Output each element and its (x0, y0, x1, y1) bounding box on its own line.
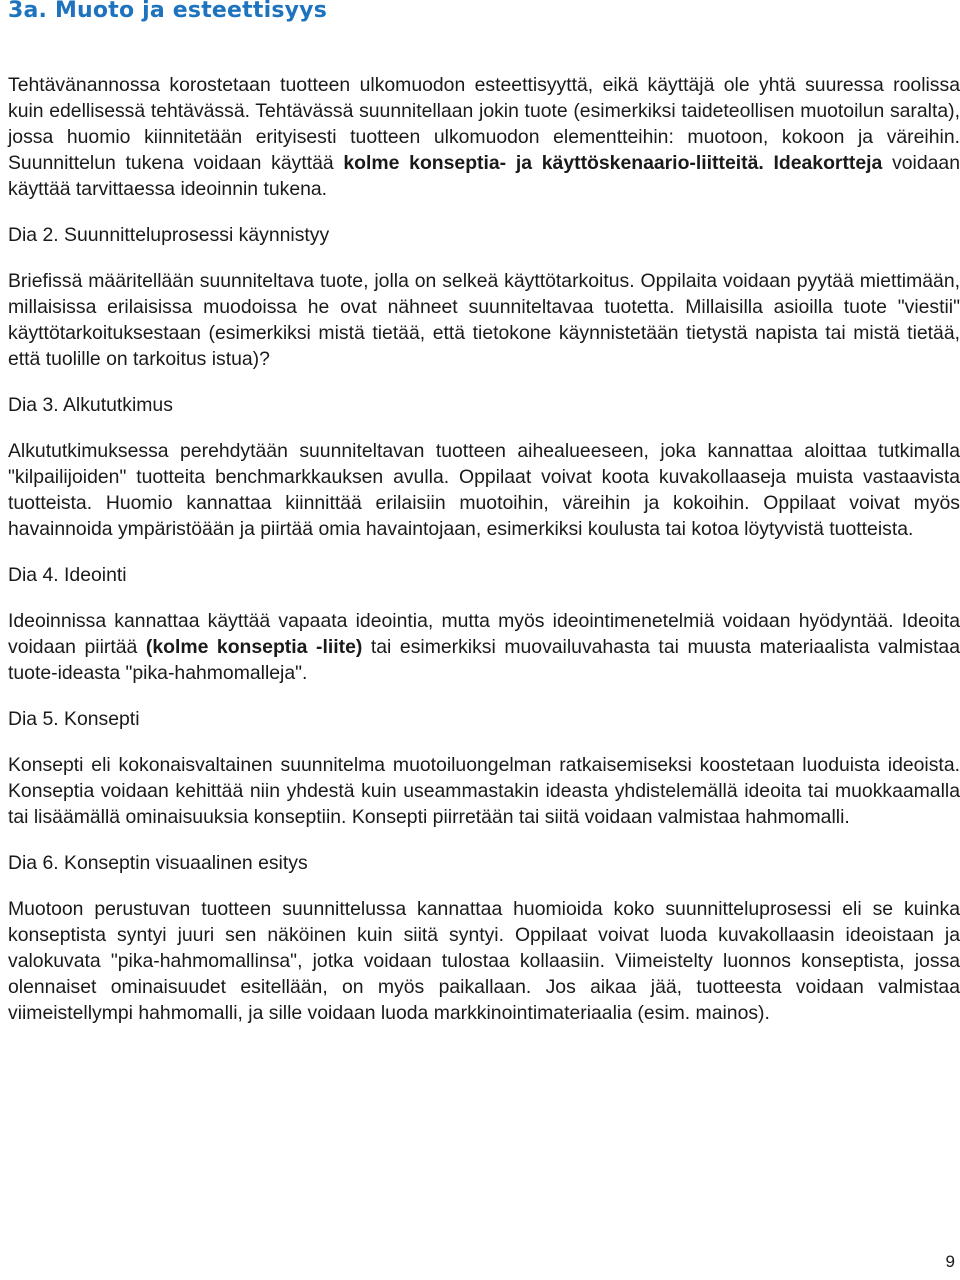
intro-paragraph (8, 72, 960, 202)
dia4-paragraph (8, 608, 960, 686)
page-number: 9 (945, 1252, 955, 1271)
intro-text-1: Tehtävänannossa korostetaan tuotteen ulkomuodon esteettisyyttä, eikä käyttäjä ole yhtä suuressa roolissa kuin edellisessä tehtävässä. Tehtävässä suunnitellaan jokin tuote (esimerkiksi taideteollisen muotoilun saralta), jossa huomio kiinnitetään erityisesti tuotteen ulkomuodon elementteihin: muotoon, kokoon ja väreihin. Suunnittelun tukena voidaan käyttää (8, 74, 960, 174)
dia3-heading: Dia 3. Alkututkimus (8, 394, 173, 416)
intro-bold-attachments: kolme konseptia- ja käyttöskenaario-liitteitä. (343, 152, 764, 174)
dia5-paragraph: Konsepti eli kokonaisvaltainen suunnitelma muotoiluongelman ratkaisemiseksi koostetaan luoduista ideoista. Konseptia voidaan kehittää niin yhdestä kuin useammastakin ideasta yhdistelemällä ideoita tai muokkaamalla tai lisäämällä ominaisuuksia konseptiin. Konsepti piirretään tai siitä voidaan valmistaa hahmomalli. (8, 754, 960, 828)
dia5-heading: Dia 5. Konsepti (8, 708, 140, 730)
intro-bold-ideakortteja: Ideakortteja (773, 152, 883, 174)
dia2-paragraph: Briefissä määritellään suunniteltava tuote, jolla on selkeä käyttötarkoitus. Oppilaita voidaan pyytää miettimään, millaisissa erilaisissa muodoissa he ovat nähneet suunniteltavaa tuotetta. Millaisilla asioilla tuote "viestii" käyttötarkoituksestaan (esimerkiksi mistä tietää, että tietokone käynnistetään tietystä napista tai mistä tietää, että tuolille on tarkoitus istua)? (8, 270, 960, 370)
dia3-paragraph: Alkututkimuksessa perehdytään suunniteltavan tuotteen aihealueeseen, joka kannattaa aloittaa tutkimalla "kilpailijoiden" tuotteita benchmarkkauksen avulla. Oppilaat voivat koota kuvakollaaseja muista vastaavista tuotteista. Huomio kannattaa kiinnittää erilaisiin muotoihin, väreihin ja kokoihin. Oppilaat voivat myös havainnoida ympäristöään ja piirtää omia havaintojaan, esimerkiksi koulusta tai kotoa löytyvistä tuotteista. (8, 440, 960, 540)
dia4-heading: Dia 4. Ideointi (8, 564, 127, 586)
document-body (8, 72, 960, 1046)
dia6-paragraph: Muotoon perustuvan tuotteen suunnittelussa kannattaa huomioida koko suunnitteluprosessi eli se kuinka konseptista syntyi juuri sen näköinen kuin siitä syntyi. Oppilaat voivat luoda kuvakollaasin ideoistaan ja valokuvata "pika-hahmomallinsa", jotka voidaan tulostaa kollaasiin. Viimeistelty luonnos konseptista, jossa olennaiset ominaisuudet esitellään, on myös paikallaan. Jos aikaa jää, tuotteesta voidaan valmistaa viimeistellympi hahmomalli, ja sille voidaan luoda markkinointimateriaalia (esim. mainos). (8, 898, 960, 1024)
dia4-text-2: tai esimerkiksi muovailuvahasta tai muusta materiaalista valmistaa tuote-ideasta "pika-hahmomalleja". (8, 636, 960, 684)
section-title: 3a. Muoto ja esteettisyys (8, 0, 327, 23)
intro-text-3: voidaan käyttää tarvittaessa ideoinnin tukena. (8, 152, 960, 200)
dia4-bold-attachment: (kolme konseptia -liite) (145, 636, 363, 658)
dia4-text-1: Ideoinnissa kannattaa käyttää vapaata ideointia, mutta myös ideointimenetelmiä voidaan hyödyntää. Ideoita voidaan piirtää (8, 610, 960, 658)
dia2-heading: Dia 2. Suunnitteluprosessi käynnistyy (8, 224, 330, 246)
dia6-heading: Dia 6. Konseptin visuaalinen esitys (8, 852, 308, 874)
